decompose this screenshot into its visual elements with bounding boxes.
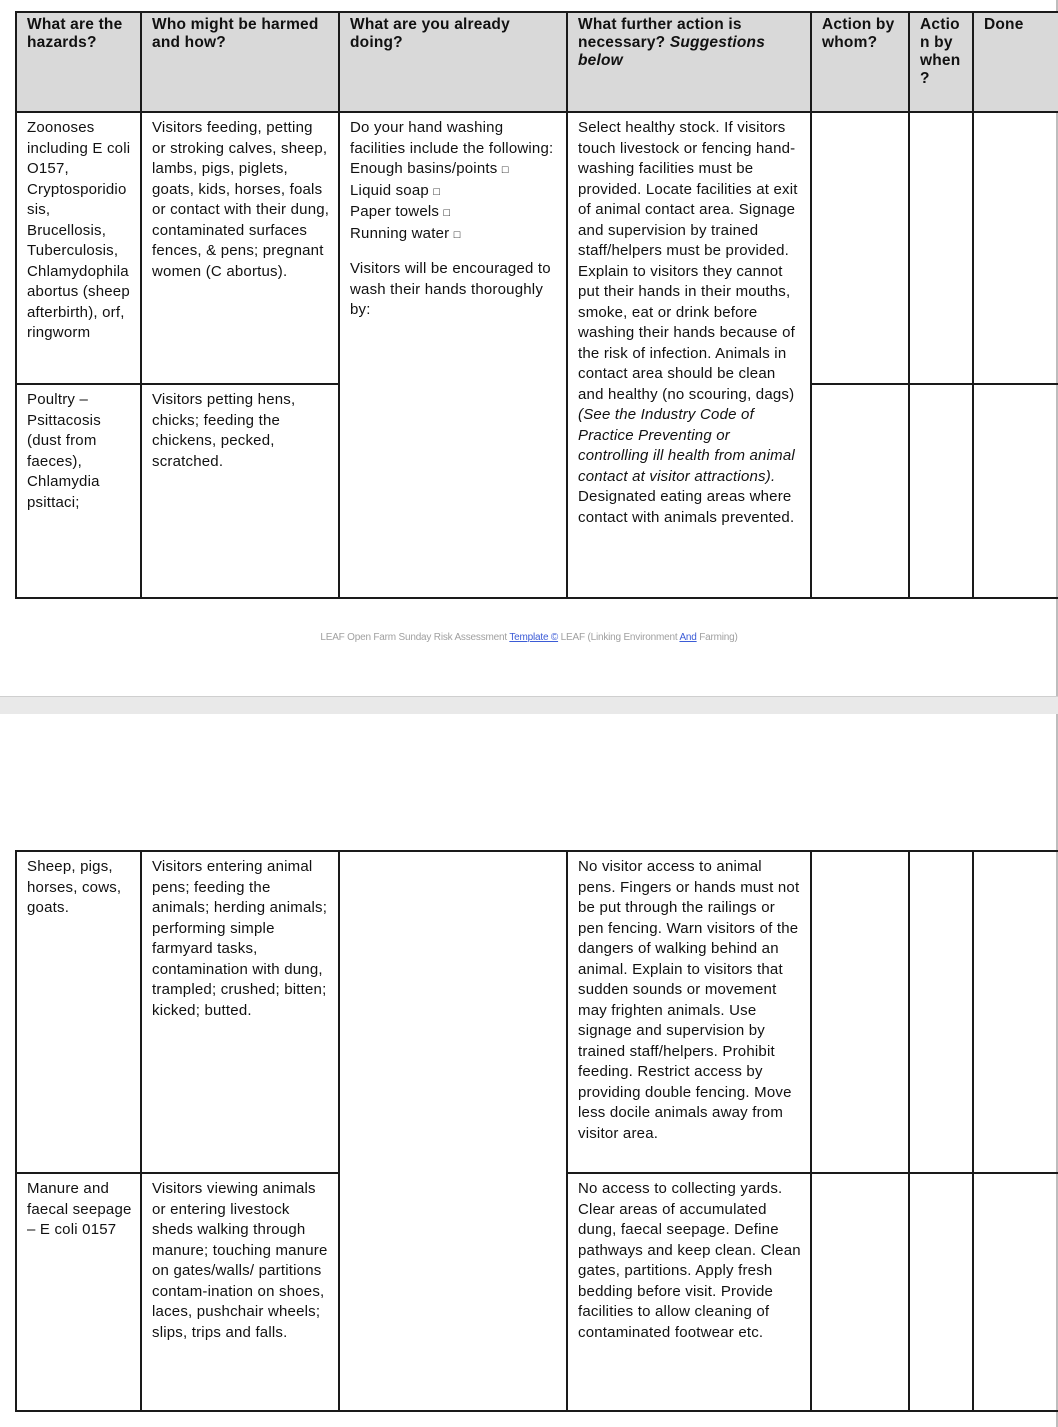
header-hazards: What are the hazards? — [16, 12, 141, 112]
table-row — [16, 112, 1058, 384]
checklist-item: Paper towels □ — [350, 203, 451, 220]
already-doing-cell — [339, 112, 567, 598]
harmed-cell: Visitors petting hens, chicks; feeding the chickens, pecked, scratched. — [141, 384, 339, 598]
document-page-1 — [0, 0, 1058, 696]
header-already-doing: What are you already doing? — [339, 12, 567, 112]
harmed-cell: Visitors feeding, petting or stroking calves, sheep, lambs, pigs, piglets, goats, kids, horses, foals or contact with their dung, contaminated surfaces fences, & pens; pregnant women (C abortus). — [141, 112, 339, 384]
checkbox-icon: □ — [453, 228, 461, 241]
checkbox-icon: □ — [433, 185, 441, 198]
risk-assessment-table-continued — [15, 850, 1058, 1412]
action-by-when-cell — [909, 851, 973, 1173]
action-by-when-cell — [909, 384, 973, 598]
hazard-cell: Zoonoses including E coli O157, Cryptosporidiosis, Brucellosis, Tuberculosis, Chlamydophila abortus (sheep afterbirth), orf, ringworm — [16, 112, 141, 384]
table-header-row — [16, 12, 1058, 112]
checklist-item: Running water □ — [350, 224, 461, 242]
action-by-when-cell — [909, 112, 973, 384]
further-action-reference: (See the Industry Code of Practice Preventing or controlling ill health from animal contact at visitor attractions). — [578, 406, 795, 485]
harmed-cell: Visitors viewing animals or entering livestock sheds walking through manure; touching manure on gates/walls/ partitions contam-ination on shoes, laces, pushchair wheels; slips, trips and falls. — [141, 1173, 339, 1411]
risk-assessment-table — [15, 11, 1058, 599]
action-by-whom-cell — [811, 384, 909, 598]
hazard-cell: Sheep, pigs, horses, cows, goats. — [16, 851, 141, 1173]
footer-link[interactable]: Template © — [509, 632, 559, 643]
further-action-cell: No access to collecting yards. Clear areas of accumulated dung, faecal seepage. Define pathways and keep clean. Clean gates, partitions. Apply fresh bedding before visit. Provide facilities to allow cleaning of contaminated footwear etc. — [567, 1173, 811, 1411]
harmed-cell: Visitors entering animal pens; feeding the animals; herding animals; performing simple farmyard tasks, contamination with dung, trampled; crushed; bitten; kicked; butted. — [141, 851, 339, 1173]
footer-link[interactable]: And — [679, 632, 697, 643]
action-by-whom-cell — [811, 851, 909, 1173]
header-further-action-suffix: Suggestions below — [578, 34, 766, 69]
page-footer: LEAF Open Farm Sunday Risk Assessment Template © LEAF (Linking Environment And Farming) — [320, 632, 738, 643]
header-action-by-when: Action by when? — [909, 12, 973, 112]
further-action-cell — [567, 112, 811, 598]
header-done: Done — [973, 12, 1058, 112]
already-doing-cell — [339, 851, 567, 1411]
done-cell — [973, 384, 1058, 598]
further-action-cell: No visitor access to animal pens. Fingers or hands must not be put through the railings or pen fencing. Warn visitors of the dangers of walking behind an animal. Explain to visitors that sudden sounds or movement may frighten animals. Use signage and supervision by trained staff/helpers. Prohibit feeding. Restrict access by providing double fencing. Move less docile animals away from visitor area. — [567, 851, 811, 1173]
done-cell — [973, 112, 1058, 384]
already-intro: Do your hand washing facilities include the following: — [350, 119, 554, 157]
action-by-whom-cell — [811, 1173, 909, 1411]
page-separator — [0, 696, 1058, 715]
header-action-by-whom: Action by whom? — [811, 12, 909, 112]
checkbox-icon: □ — [443, 207, 451, 219]
table-row — [16, 851, 1058, 1173]
action-by-whom-cell — [811, 112, 909, 384]
header-further-action-text: What further action is necessary? — [578, 16, 742, 51]
checkbox-icon: □ — [501, 164, 509, 176]
action-by-when-cell — [909, 1173, 973, 1411]
checklist-item: Liquid soap □ — [350, 181, 441, 199]
checklist-item: Enough basins/points □ — [350, 160, 509, 177]
document-page-2 — [0, 714, 1058, 1427]
done-cell — [973, 1173, 1058, 1411]
further-action-text: Select healthy stock. If visitors touch livestock or fencing hand-washing facilities must be provided. Locate facilities at exit of animal contact area. Signage and supervision by trained staff/helpers must be provided. Explain to visitors they cannot put their hands in their mouths, smoke, eat or drink before washing their hands because of the risk of infection. Animals in contact area should be clean and healthy (no scouring, dags) — [578, 119, 798, 403]
hazard-cell: Manure and faecal seepage – E coli 0157 — [16, 1173, 141, 1411]
further-action-text-end: Designated eating areas where contact with animals prevented. — [578, 488, 795, 526]
header-further-action — [567, 12, 811, 112]
done-cell — [973, 851, 1058, 1173]
hazard-cell: Poultry – Psittacosis (dust from faeces), Chlamydia psittaci; — [16, 384, 141, 598]
already-outro: Visitors will be encouraged to wash their hands thoroughly by: — [350, 260, 551, 318]
header-who-harmed: Who might be harmed and how? — [141, 12, 339, 112]
